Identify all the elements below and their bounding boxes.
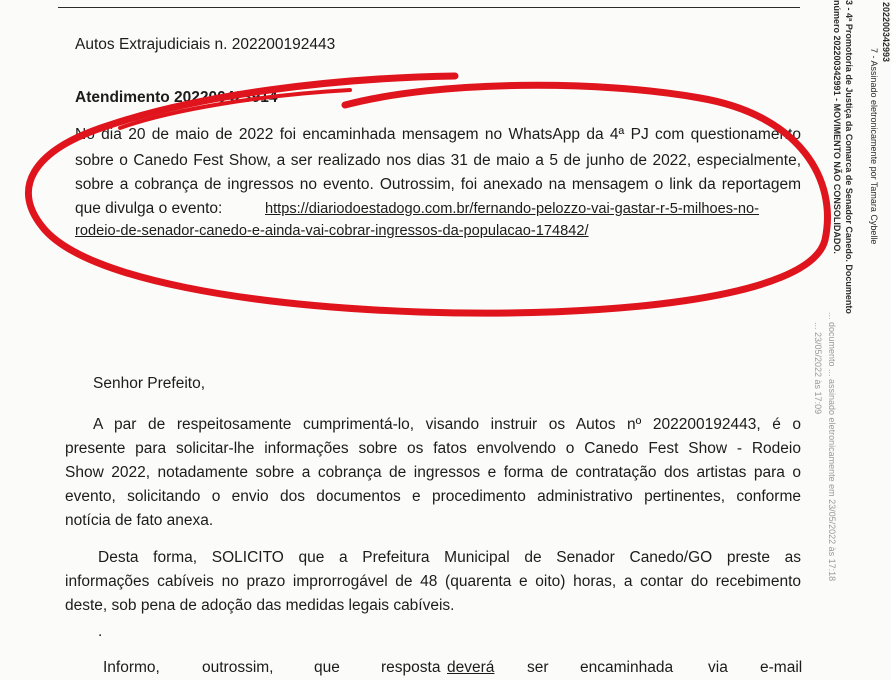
paragraph-2-line-3: deste, sob pena de adoção das medidas legais cabíveis. bbox=[65, 597, 455, 614]
report-link-part-1[interactable]: https://diariodoestadogo.com.br/fernando-pelozzo-vai-gastar-r-5-milhoes-no- bbox=[265, 201, 759, 217]
paragraph-3-word-9: e-mail bbox=[760, 659, 803, 676]
paragraph-2-line-2: informações cabíveis no prazo improrrogável de 48 (quarenta e oito) horas, a contar do recebimento bbox=[65, 573, 801, 590]
salutation: Senhor Prefeito, bbox=[93, 375, 206, 392]
margin-stamp-promotoria: 3 - 4ª Promotoria de Justiça da Comarca de Senador Canedo. Documento bbox=[844, 0, 854, 314]
autos-number: Autos Extrajudiciais n. 202200192443 bbox=[75, 36, 336, 53]
paragraph-3-word-1: Informo, bbox=[103, 659, 160, 676]
paragraph-3-word-6: ser bbox=[527, 659, 549, 676]
notice-line-4-prefix: que divulga o evento: bbox=[75, 200, 223, 217]
notice-line-2: sobre o Canedo Fest Show, a ser realizado nos dias 31 de maio a 5 de junho de 2022, especialmente, bbox=[75, 152, 801, 169]
paragraph-3-word-7: encaminhada bbox=[580, 659, 674, 676]
paragraph-1-line-4: evento, solicitando o envio dos documentos e procedimento administrativo pertinentes, conforme bbox=[65, 488, 801, 505]
paragraph-1-line-1: A par de respeitosamente cumprimentá-lo, visando instruir os Autos nº 202200192443, é o bbox=[93, 416, 801, 433]
paragraph-1-line-2: presente para solicitar-lhe informações sobre os fatos envolvendo o Canedo Fest Show - Rodeio bbox=[65, 440, 801, 457]
paragraph-1-line-5: notícia de fato anexa. bbox=[65, 512, 214, 529]
notice-line-3: sobre a cobrança de ingressos no evento. Outrossim, foi anexado na mensagem o link da reportagem bbox=[75, 176, 801, 193]
top-rule bbox=[58, 7, 800, 8]
margin-stamp-protocol: 202200342993 bbox=[881, 2, 891, 63]
paragraph-3-word-5: deverá bbox=[447, 659, 495, 676]
paragraph-3-word-8: via bbox=[708, 659, 728, 676]
margin-stamp-movimento: número 202200342991 - MOVIMENTO NÃO CONSOLIDADO. bbox=[832, 0, 842, 254]
paragraph-1-line-3: Show 2022, notadamente sobre a cobrança de ingressos e forma de contratação dos artistas para o bbox=[65, 464, 801, 481]
margin-stamp-faint-2: ... 23/05/2022 às 17:09 bbox=[813, 322, 823, 415]
atendimento-number: Atendimento 202200423914 bbox=[75, 89, 278, 106]
margin-stamp-faint-1: ... documento ... assinado eletronicamente em 23/05/2022 às 17:18 bbox=[827, 312, 837, 582]
report-link-part-2[interactable]: rodeio-de-senador-canedo-e-ainda-vai-cobrar-ingressos-da-populacao-174842/ bbox=[75, 223, 589, 239]
paragraph-3-word-4: resposta bbox=[381, 659, 441, 676]
paragraph-2-line-1: Desta forma, SOLICITO que a Prefeitura Municipal de Senador Canedo/GO preste as bbox=[98, 549, 801, 566]
paragraph-3-word-3: que bbox=[314, 659, 340, 676]
margin-stamp-signature: 7 - Assinado eletronicamente por Tamara Cybelle bbox=[869, 48, 879, 245]
paragraph-3-word-2: outrossim, bbox=[202, 659, 274, 676]
stray-dot: . bbox=[98, 623, 103, 640]
notice-line-1: No dia 20 de maio de 2022 foi encaminhada mensagem no WhatsApp da 4ª PJ com questionamento bbox=[75, 126, 801, 143]
